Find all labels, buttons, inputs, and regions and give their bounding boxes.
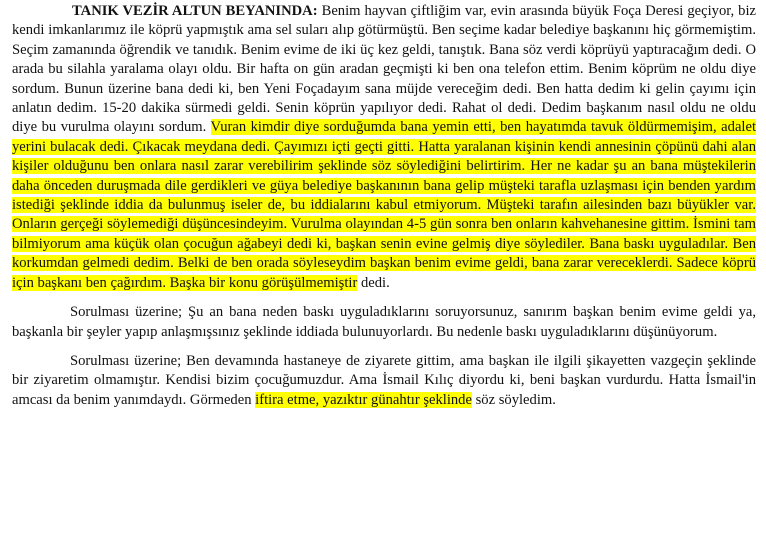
testimony-paragraph-2 — [12, 303, 756, 342]
paragraph-3-text: Sorulması üzerine; Ben devamında hastaneye de ziyarete gittim, ama başkan ile ilgili şikayetten vazgeçin şeklinde bir ziyaretim olmamıştır. Kendisi bizim çocuğumuzdur. Ama İsmail Kılıç diyordu ki, beni başkan vurdurdu. Hatta İsmail'in amcası da benim yanımdaydı. Görmeden — [12, 352, 756, 408]
paragraph-1-text: Benim hayvan çiftliğim var, evin arasında büyük Foça Deresi geçiyor, biz kendi imkanlarımız ile köprü yapmıştık ama sel suları alıp götürmüştü. Ben seçime kadar belediye başkanını hiç görmemiştim. Seçim zamanında öğrendik ve tanıdık. Benim evime de iki üç kez geldi, tanıştık. Bana söz verdi köprüyü yaptıracağım dedi. O arada bu silahla yaralama olayı oldu. Bir hafta on gün aradan geçmişti ki ben ona telefon ettim. Benim köprüm ne oldu diye sordum. Bunun üzerine bana dedi ki, ben Yeni Foçadayım sana müjde vereceğim dedi. Ben hatta dedim ki gelin çayımı için anlatın dedim. 15-20 dakika sürmedi geldi. Senin köprün yapılıyor dedi. Rahat ol dedi. Dedim başkanım nasıl oldu ne oldu diye bu vurulma olayını sordum. — [12, 3, 757, 136]
paragraph-2-text: Sorulması üzerine; Şu an bana neden baskı uyguladıklarını soruyorsunuz, sanırım başkan benim evime geldi ya, başkanla bir şeyler yapıp anlaşmışsınız şeklinde iddiada bulunuyorlardı. Bu nedenle baskı uyguladıklarını düşünüyorum. — [12, 304, 756, 340]
paragraph-1-closing: dedi. — [357, 274, 390, 291]
testimony-paragraph-3 — [12, 352, 756, 410]
testimony-paragraph-1 — [12, 2, 756, 293]
highlighted-passage-2: iftira etme, yazıktır günahtır şeklinde — [255, 391, 472, 408]
highlighted-passage-1: Vuran kimdir diye sorduğumda bana yemin etti, ben hayatımda tavuk öldürmemişim, adalet yerini bulacak dedi. Çıkacak meydana dedi. Çayımızı içti geçti gitti. Hatta yaralanan kişinin kendi annesinin çöpünü dahi alan kişiler olduğunu ben onlara nasıl zarar verebilirim şeklinde söz söylediğini belirtirim. Her ne kadar şu an bana müştekilerin daha önceden duruşmada dile gerdikleri ve güya belediye başkanının bana gelip müşteki tarafla uzlaşması için benden yardım istediği şeklinde iddia da bulunmuş iseler de, bu iddialarını kabul etmiyorum. Müşteki tarafın ailesinden bazı büyükler var. Onların gerçeği söylemediği düşüncesindeyim. Vurulma olayından 4-5 gün sonra ben onların kahvehanesine gittim. İsmini tam bilmiyorum ama küçük olan çocuğun ağabeyi dedi ki, başkan senin evine gelmiş diye söylediler. Bana baskı uyguladılar. Ben korkumdan gelmedi dedim. Belki de ben orada söyleseydim başkan benim evime geldi, bana zarar vereceklerdi. Sadece köprü için başkanı ben çağırdım. Başka bir konu görüşülmemiştir — [12, 119, 757, 291]
paragraph-3-closing: söz söyledim. — [471, 391, 556, 408]
witness-heading: TANIK VEZİR ALTUN BEYANINDA: — [72, 3, 318, 19]
